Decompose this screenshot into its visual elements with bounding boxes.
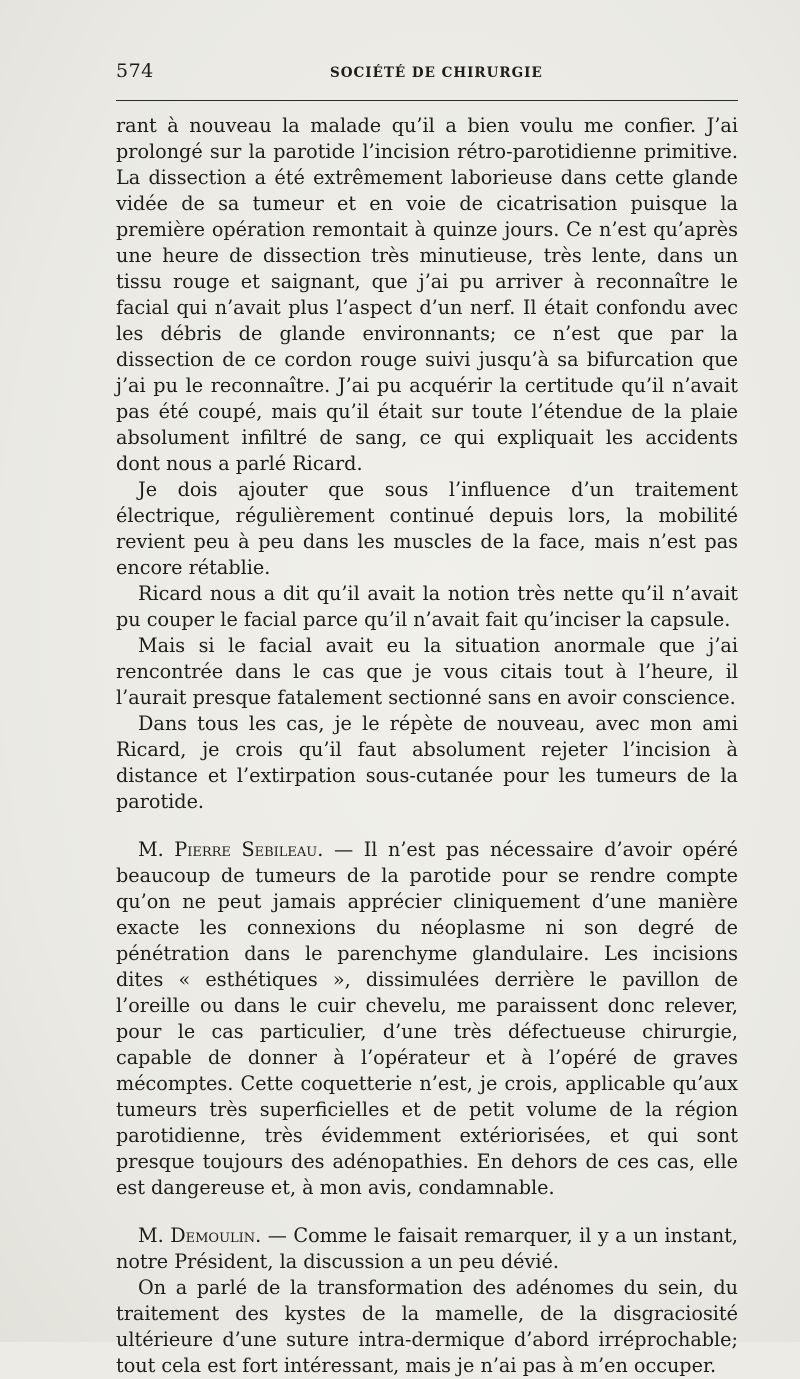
paragraph-abnormal-situation [116,633,738,711]
running-head: SOCIÉTÉ DE CHIRURGIE [330,65,543,81]
paragraph-conclusion [116,711,738,815]
paragraph-text: Je dois ajouter que sous l’influence d’un traitement électrique, régulièrement continué depuis lors, la mobilité revient peu à peu dans les muscles de la face, mais n’est pas encore rétablie. [116,478,738,579]
speaker-name: M. Demoulin. [138,1224,262,1247]
paragraph-text: Ricard nous a dit qu’il avait la notion très nette qu’il n’avait pu couper le facial parce qu’il n’avait fait qu’inciser la capsule. [116,582,738,631]
paragraph-sebileau [116,837,738,1201]
paragraph-text: rant à nouveau la malade qu’il a bien voulu me confier. J’ai prolongé sur la parotide l’incision rétro-parotidienne primitive. La dissection a été extrêmement laborieuse dans cette glande vidée de sa tumeur et en voie de cicatrisation puisque la première opération remontait à quinze jours. Ce n’est qu’après une heure de dissection très minutieuse, très lente, dans un tissu rouge et saignant, que j’ai pu arriver à reconnaître le facial qui n’avait plus l’aspect d’un nerf. Il était confondu avec les débris de glande environnants; ce n’est que par la dissection de ce cordon rouge suivi jusqu’à sa bifurcation que j’ai pu le reconnaître. J’ai pu acquérir la certitude qu’il n’avait pas été coupé, mais qu’il était sur toute l’étendue de la plaie absolument infiltré de sang, ce qui expliquait les accidents dont nous a parlé Ricard. [116,114,738,475]
paragraph-text: On a parlé de la transformation des adénomes du sein, du traitement des kystes de la mamelle, de la disgraciosité ultérieure d’une suture intra-dermique d’abord irréprochable; tout cela est fort intéressant, mais je n’ai pas à m’en occuper. [116,1276,738,1377]
paragraph-text: Dans tous les cas, je le répète de nouveau, avec mon ami Ricard, je crois qu’il faut absolument rejeter l’incision à distance et l’extirpation sous-cutanée pour les tumeurs de la parotide. [116,712,738,813]
paragraph-text: — Il n’est pas nécessaire d’avoir opéré beaucoup de tumeurs de la parotide pour se rendre compte qu’on ne peut jamais apprécier cliniquement d’une manière exacte les connexions du néoplasme ni son degré de pénétration dans le parenchyme glandulaire. Les incisions dites « esthétiques », dissimulées derrière le pavillon de l’oreille ou dans le cuir chevelu, me paraissent donc relever, pour le cas particulier, d’une très défectueuse chirurgie, capable de donner à l’opérateur et à l’opéré de graves mécomptes. Cette coquetterie n’est, je crois, applicable qu’aux tumeurs très superficielles et de petit volume de la région parotidienne, très évidemment extériorisées, et qui sont presque toujours des adénopathies. En dehors de ces cas, elle est dangereuse et, à mon avis, condamnable. [116,838,739,1199]
paragraph-adenomes [116,1275,738,1379]
paragraph-text: Mais si le facial avait eu la situation anormale que j’ai rencontrée dans le cas que je vous citais tout à l’heure, il l’aurait presque fatalement sectionné sans en avoir conscience. [116,634,738,709]
paragraph-ricard-capsule [116,581,738,633]
page-header [116,60,738,88]
body-text [116,113,738,1379]
paragraph-text: — Comme le faisait remarquer, il y a un instant, notre Président, la discussion a un peu dévié. [116,1224,739,1273]
speaker-name: M. Pierre Sebileau. [138,838,324,861]
page-number: 574 [116,60,154,82]
paragraph-electrical-treatment [116,477,738,581]
paragraph-continuation [116,113,738,477]
header-rule [116,100,738,101]
paragraph-demoulin [116,1223,738,1275]
